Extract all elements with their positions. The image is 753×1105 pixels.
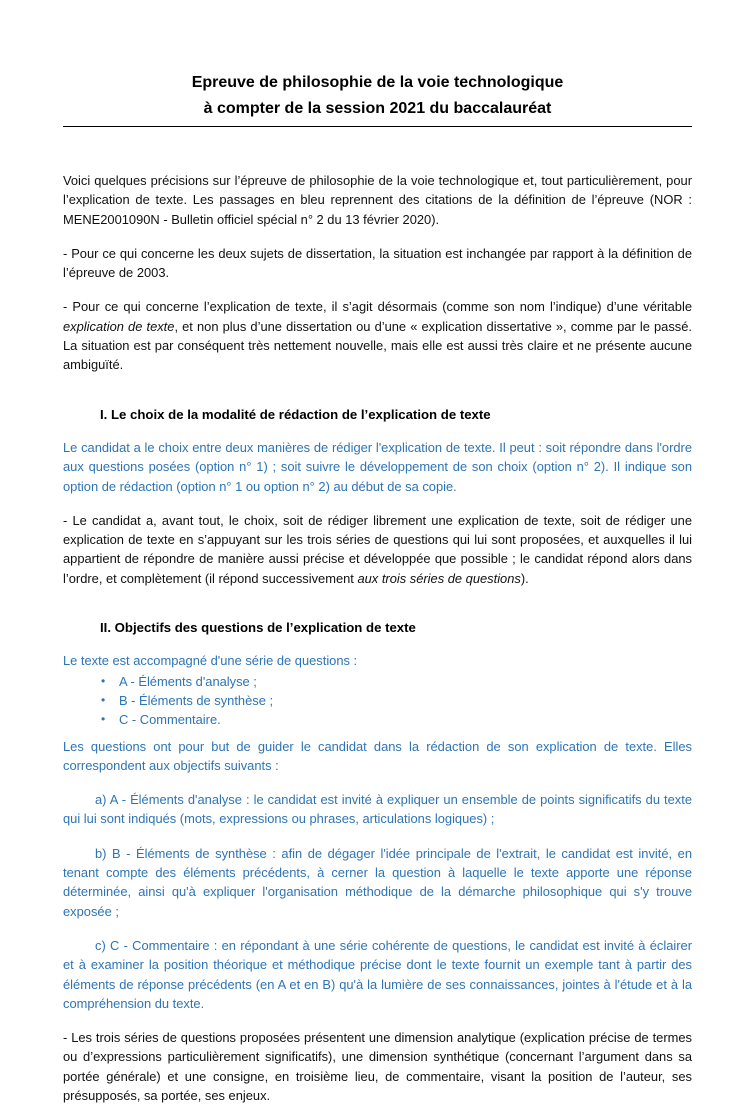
questions-intro-citation: Le texte est accompagné d'une série de questions : — [63, 653, 358, 669]
dissertation-paragraph: - Pour ce qui concerne les deux sujets de dissertation, la situation est inchangée par rapport à la définition de l’épreuve de 2003. — [63, 245, 692, 281]
document-body — [63, 171, 692, 1105]
bullet-icon: • — [101, 692, 106, 707]
section-1-paragraph: - Le candidat a, avant tout, le choix, soit de rédiger librement une explication de texte, soit de rédiger une explication de texte en s’appuyant sur les trois séries de questions qui lui sont proposées, et auxquelles il lui appartient de répondre de manière aussi précise et développée que possible ; le candidat répond alors dans l’ordre, et complètement (il répond successivement aux trois séries de questions). — [63, 512, 692, 586]
list-item-synthese — [101, 691, 692, 710]
list-item-analyse — [101, 672, 692, 691]
title-line-2: à compter de la session 2021 du baccalauréat — [203, 100, 552, 117]
list-item-label: A - Éléments d'analyse ; — [119, 673, 257, 689]
closing-paragraph: - Les trois séries de questions proposées présentent une dimension analytique (explication précise de termes ou d’expressions particulièrement significatifs), une dimension synthétique (concernant l’argument dans sa portée générale) et une consigne, en troisième lieu, de commentaire, visant la position de l’auteur, ses présupposés, sa portée, ses enjeux. — [63, 1030, 692, 1103]
section-2-heading: II. Objectifs des questions de l’explication de texte — [100, 620, 416, 636]
questions-list — [63, 672, 692, 730]
document-header — [63, 70, 692, 127]
list-item-commentaire — [101, 710, 692, 729]
intro-paragraph: Voici quelques précisions sur l’épreuve de philosophie de la voie technologique et, tout particulièrement, pour l’explication de texte. Les passages en bleu reprennent des citations de la définition de l’épreuve (NOR : MENE2001090N - Bulletin officiel spécial n° 2 du 13 février 2020). — [63, 173, 692, 227]
title-divider — [63, 126, 692, 127]
item-a-paragraph: a) A - Éléments d'analyse : le candidat est invité à expliquer un ensemble de points significatifs du texte qui lui sont indiqués (mots, expressions ou phrases, articulations logiques) ; — [63, 792, 692, 827]
title-line-1: Epreuve de philosophie de la voie technologique — [191, 74, 564, 91]
questions-goals-citation: Les questions ont pour but de guider le candidat dans la rédaction de son explication de texte. Elles correspondent aux objectifs suivants : — [63, 738, 692, 773]
bullet-icon: • — [101, 673, 106, 688]
section-1-citation: Le candidat a le choix entre deux manières de rédiger l'explication de texte. Il peut : soit répondre dans l'ordre aux questions posées (option n° 1) ; soit suivre le développement de son choix (option n° 2). Il indique son option de rédaction (option n° 1 ou option n° 2) au début de sa copie. — [63, 439, 692, 494]
item-c-paragraph: c) C - Commentaire : en répondant à une série cohérente de questions, le candidat est invité à éclairer et à examiner la position théorique et méthodique précise dont le texte fournit un exemple tant à partir des éléments de réponse précédents (en A et en B) qu'à la lumière de ses connaissances, jointes à l'étude et à la compréhension du texte. — [63, 937, 692, 1011]
list-item-label: B - Éléments de synthèse ; — [119, 692, 274, 708]
section-1-heading: I. Le choix de la modalité de rédaction de l’explication de texte — [100, 406, 491, 422]
list-item-label: C - Commentaire. — [119, 712, 221, 728]
bullet-icon: • — [101, 712, 106, 727]
item-b-paragraph: b) B - Éléments de synthèse : afin de dégager l'idée principale de l'extrait, le candidat est invité, en tenant compte des éléments précédents, à cerner la question à laquelle le texte apporte une réponse déterminée, ainsi qu'à expliquer l'organisation méthodique de la démarche philosophique qui s'y trouve exposée ; — [63, 845, 692, 919]
page-title — [63, 70, 692, 122]
explication-paragraph: - Pour ce qui concerne l’explication de texte, il s’agit désormais (comme son nom l’indique) d’une véritable explication de texte, et non plus d’une dissertation ou d’une « explication dissertative », comme par le passé. La situation est par conséquent très nettement nouvelle, mais elle est aussi très claire et ne présente aucune ambiguïté. — [63, 299, 692, 373]
